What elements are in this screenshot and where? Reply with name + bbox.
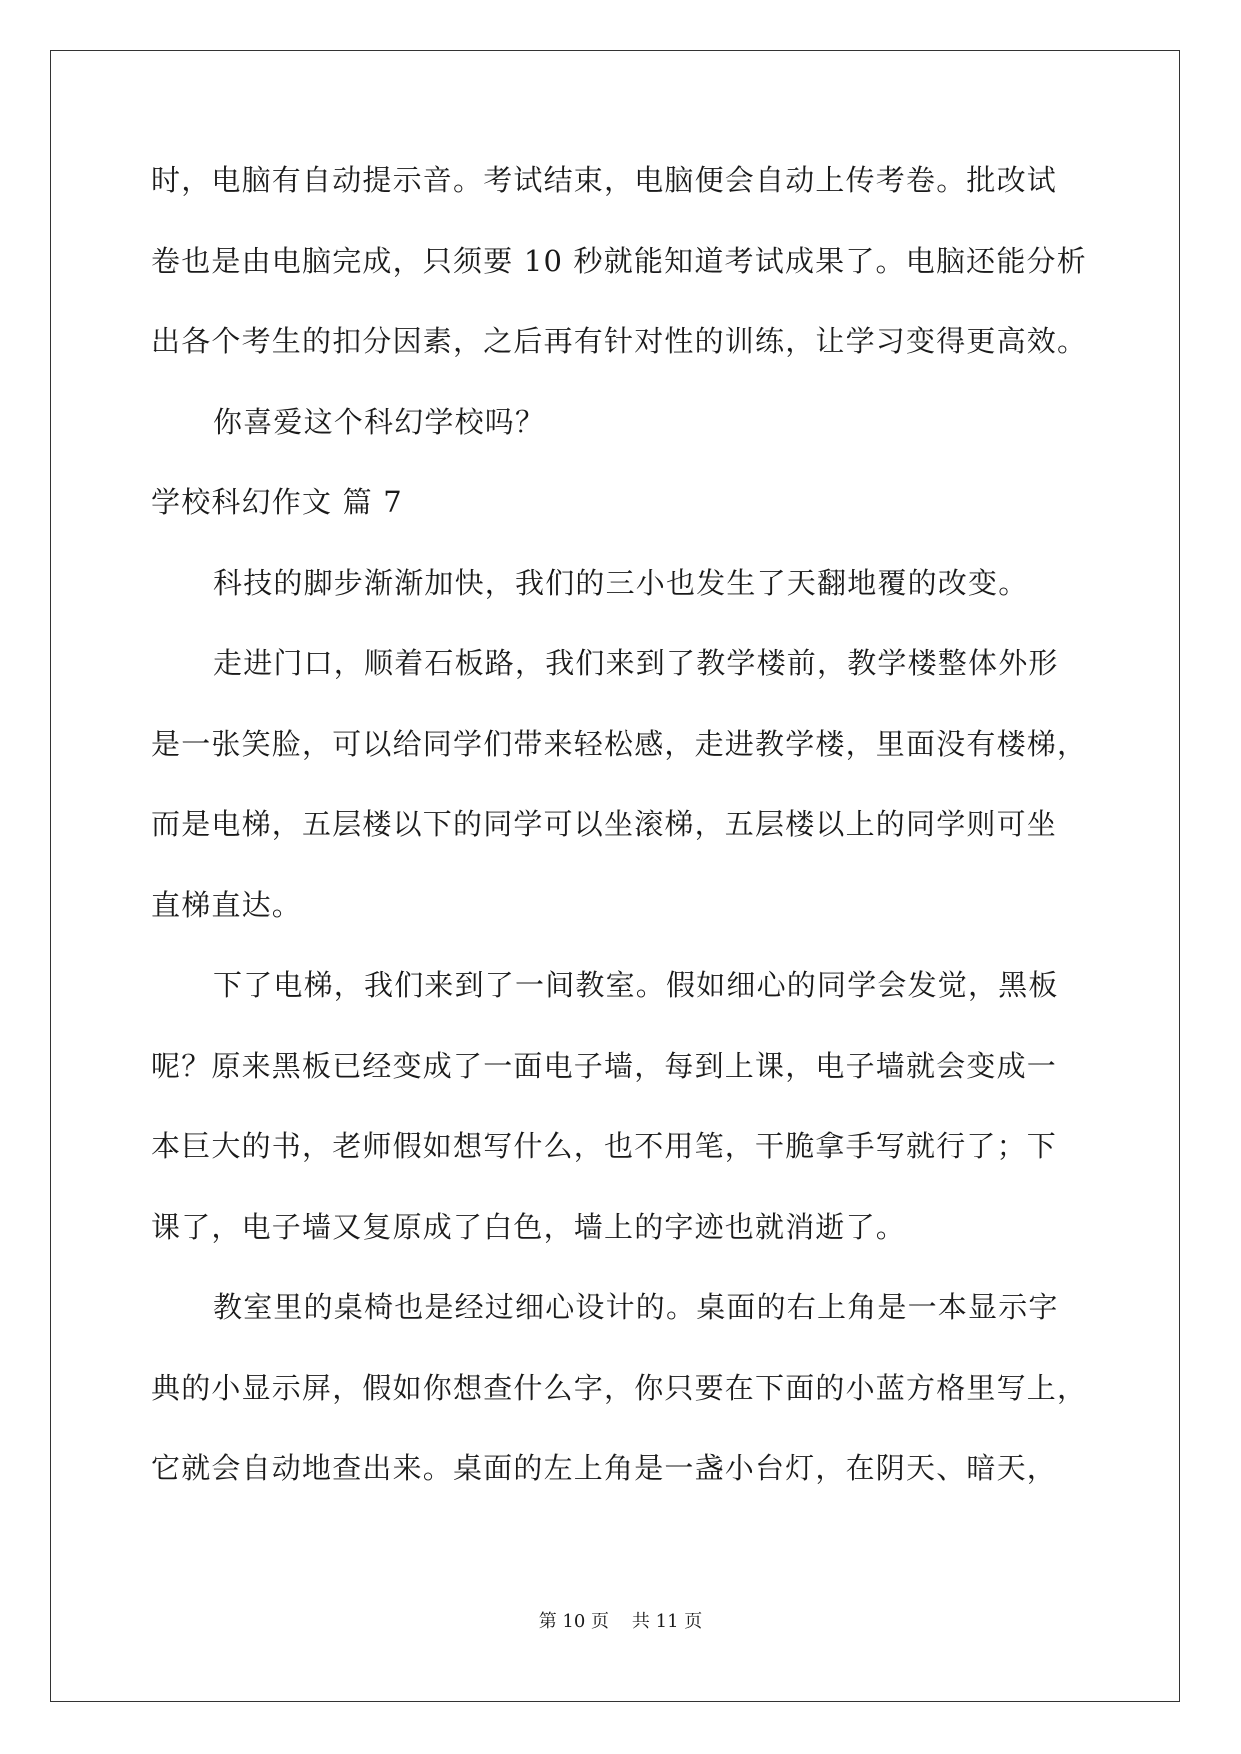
document-body	[151, 160, 1096, 1529]
text-line: 本巨大的书，老师假如想写什么，也不用笔，干脆拿手写就行了；下	[151, 1129, 1058, 1163]
text-line: 呢？原来黑板已经变成了一面电子墙，每到上课，电子墙就会变成一	[151, 1048, 1058, 1083]
text-line: 它就会自动地查出来。桌面的左上角是一盏小台灯，在阴天、暗天，	[151, 1451, 1058, 1485]
text-line: 卷也是由电脑完成，只须要 10 秒就能知道考试成果了。电脑还能分析	[151, 243, 1087, 278]
text-line: 典的小显示屏，假如你想查什么字，你只要在下面的小蓝方格里写上，	[151, 1370, 1088, 1405]
text-line: 直梯直达。	[151, 887, 303, 922]
text-line: 你喜爱这个科幻学校吗？	[213, 404, 546, 439]
text-line: 出各个考生的扣分因素，之后再有针对性的训练，让学习变得更高效。	[151, 324, 1088, 358]
section-heading: 学校科幻作文 篇 7	[151, 485, 403, 519]
text-line: 教室里的桌椅也是经过细心设计的。桌面的右上角是一本显示字	[213, 1290, 1059, 1324]
text-line: 是一张笑脸，可以给同学们带来轻松感，走进教学楼，里面没有楼梯，	[151, 726, 1088, 761]
text-line: 走进门口，顺着石板路，我们来到了教学楼前，教学楼整体外形	[213, 646, 1059, 680]
text-line: 科技的脚步渐渐加快，我们的三小也发生了天翻地覆的改变。	[213, 565, 1029, 600]
text-line: 而是电梯，五层楼以下的同学可以坐滚梯，五层楼以上的同学则可坐	[151, 807, 1058, 841]
text-line: 时，电脑有自动提示音。考试结束，电脑便会自动上传考卷。批改试	[151, 163, 1058, 197]
text-line: 下了电梯，我们来到了一间教室。假如细心的同学会发觉，黑板	[213, 968, 1059, 1002]
text-line: 课了，电子墙又复原成了白色，墙上的字迹也就消逝了。	[151, 1209, 907, 1244]
page-number: 第 10 页 共 11 页	[538, 1611, 703, 1632]
